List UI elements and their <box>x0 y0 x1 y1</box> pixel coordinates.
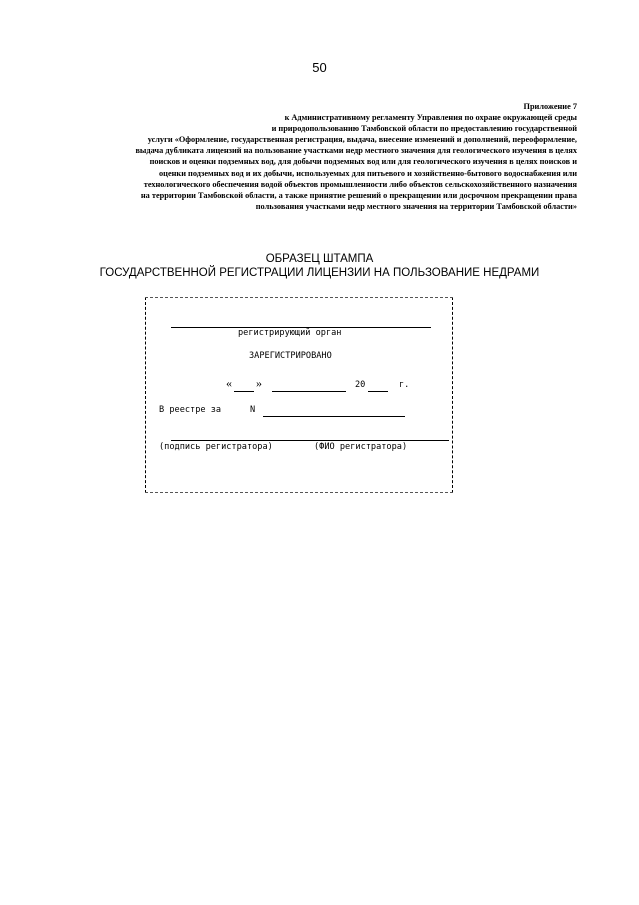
heading-line-1: ОБРАЗЕЦ ШТАМПА <box>265 253 374 265</box>
heading-line-2: ГОСУДАРСТВЕННОЙ РЕГИСТРАЦИИ ЛИЦЕНЗИИ НА ПОЛЬЗОВАНИЕ НЕДРАМИ <box>99 267 540 279</box>
registry-label: В реестре за <box>159 405 222 415</box>
appendix-line: оценки подземных вод и их добычи, используемых для питьевого и хозяйственно-бытового водоснабжения или <box>159 168 577 178</box>
stamp-bottom-border <box>145 492 453 493</box>
stamp-top-border <box>145 297 453 298</box>
signature-line <box>171 440 449 441</box>
appendix-title: Приложение 7 <box>523 102 577 111</box>
stamp-heading <box>0 252 639 280</box>
year-line <box>368 391 388 392</box>
registration-stamp <box>145 297 453 493</box>
registered-text: ЗАРЕГИСТРИРОВАНО <box>249 351 332 361</box>
authority-label: регистрирующий орган <box>238 328 342 338</box>
quote-open: « <box>226 376 232 390</box>
appendix-line: выдача дубликата лицензий на пользование участками недр местного значения для геологического изучения в целях <box>135 146 577 156</box>
appendix-line: технологического обеспечения водой объектов промышленности либо объектов сельскохозяйственного назначения <box>143 179 577 189</box>
appendix-line: на территории Тамбовской области, а также принятие решений о прекращении или досрочном прекращении права <box>140 190 577 200</box>
appendix-header <box>37 101 577 212</box>
appendix-line: поисков и оценки подземных вод, для добычи подземных вод или для геологического изучения в целях поисков и <box>149 157 577 167</box>
day-line <box>234 391 254 392</box>
year-prefix: 20 <box>355 380 366 390</box>
registry-number-line <box>263 416 405 417</box>
appendix-line: пользования участками недр местного значения на территории Тамбовской области» <box>255 201 577 211</box>
month-line <box>272 391 346 392</box>
appendix-line: услуги «Оформление, государственная регистрация, выдача, внесение изменений и дополнений, переоформление, <box>147 135 577 145</box>
page-number: 50 <box>312 60 327 75</box>
appendix-line: к Административному регламенту Управления по охране окружающей среды <box>284 113 577 123</box>
name-label: (ФИО регистратора) <box>314 442 408 452</box>
quote-close: » <box>256 376 262 390</box>
appendix-line: и природопользованию Тамбовской области по предоставлению государственной <box>271 124 577 134</box>
year-suffix: г. <box>399 380 410 390</box>
number-sign: N <box>250 405 256 415</box>
signature-label: (подпись регистратора) <box>159 442 273 452</box>
